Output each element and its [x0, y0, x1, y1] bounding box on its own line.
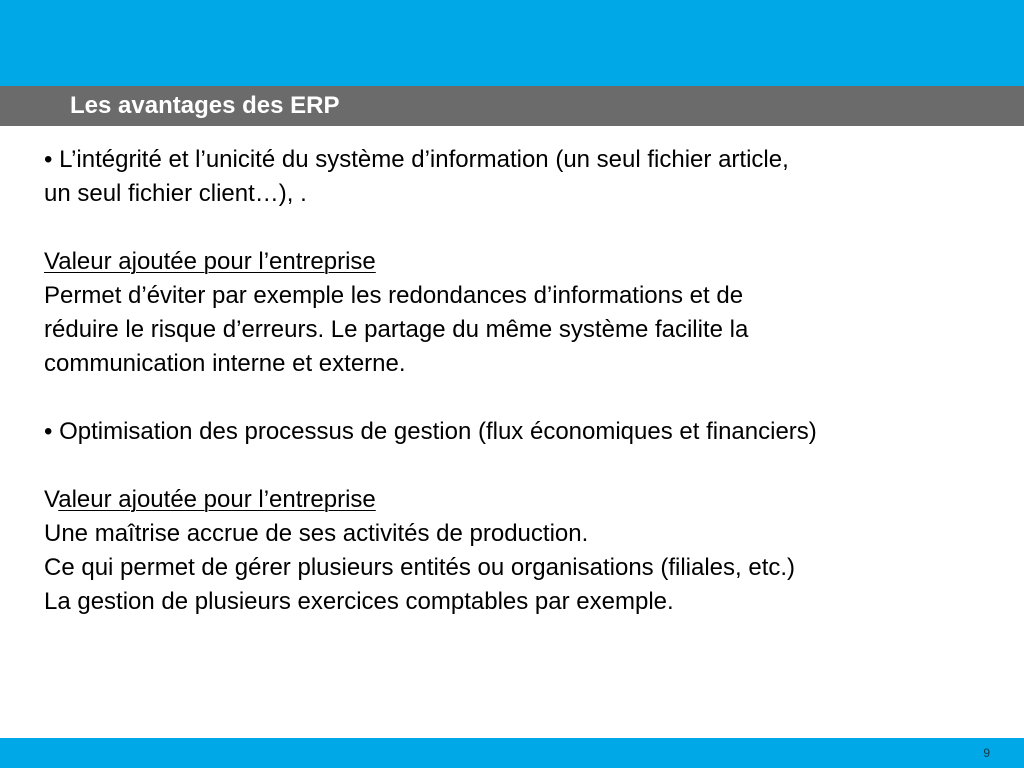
footer-band [0, 738, 1024, 768]
page-number: 9 [983, 746, 990, 760]
slide-content [44, 143, 1004, 619]
value-text-1-line2: réduire le risque d’erreurs. Le partage du même système facilite la [44, 316, 749, 343]
value-heading-2-text: aleur ajoutée pour l’entreprise [58, 486, 376, 513]
header-band [0, 0, 1024, 86]
value-text-2-line1: Une maîtrise accrue de ses activités de production. [44, 520, 589, 547]
slide-title: Les avantages des ERP [70, 92, 340, 119]
bullet-integrity-line2: un seul fichier client…), . [44, 180, 307, 207]
title-bar [0, 86, 1024, 126]
value-heading-2-initial: V [44, 486, 59, 513]
bullet-optimisation: • Optimisation des processus de gestion (flux économiques et financiers) [44, 418, 817, 445]
value-heading-1-text: Valeur ajoutée pour l’entreprise [44, 248, 376, 275]
value-text-2-line2: Ce qui permet de gérer plusieurs entités ou organisations (filiales, etc.) [44, 554, 796, 581]
bullet-integrity-line1: • L’intégrité et l’unicité du système d’information (un seul fichier article, [44, 146, 789, 173]
value-text-2-line3: La gestion de plusieurs exercices comptables par exemple. [44, 588, 674, 615]
value-heading-1 [44, 245, 1004, 279]
value-text-1-line1: Permet d’éviter par exemple les redondances d’informations et de [44, 282, 744, 309]
value-heading-2 [44, 483, 1004, 517]
spacer [44, 211, 1004, 245]
spacer [44, 381, 1004, 415]
spacer [44, 449, 1004, 483]
value-text-1-line3: communication interne et externe. [44, 350, 406, 377]
